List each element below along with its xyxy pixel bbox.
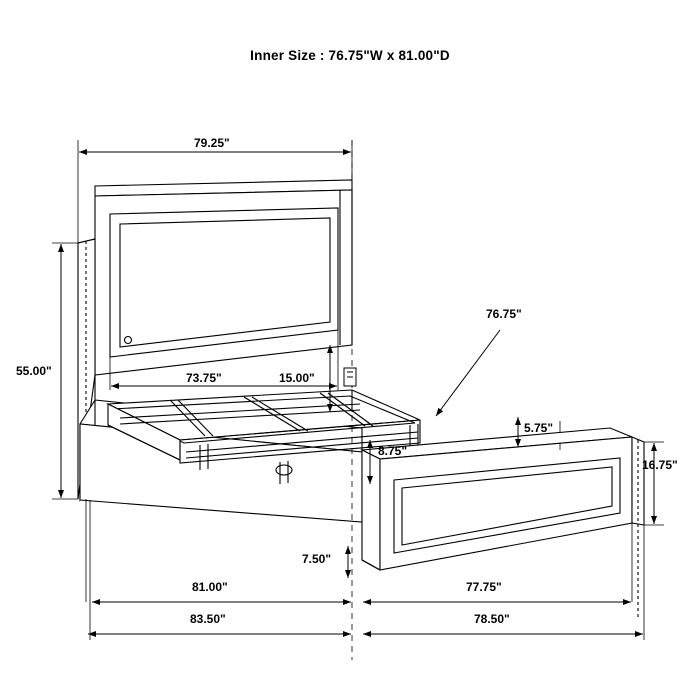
dim-label-length-rear: 77.75" xyxy=(466,580,502,594)
dim-label-overall-rear: 78.50" xyxy=(474,612,510,626)
dim-label-panel-width: 73.75" xyxy=(186,371,222,385)
dim-label-slat-height: 8.75" xyxy=(378,444,408,458)
hardware-detail xyxy=(344,368,356,386)
dim-label-rail-thickness: 5.75" xyxy=(524,421,554,435)
dim-label-footboard-height: 16.75" xyxy=(642,458,678,472)
dim-label-slat-callout: 76.75" xyxy=(486,307,522,321)
bed-outline xyxy=(78,180,644,620)
dim-label-footboard-bottom: 7.50" xyxy=(302,552,332,566)
page-title: Inner Size : 76.75"W x 81.00"D xyxy=(250,48,450,63)
leader-line-76 xyxy=(436,330,500,416)
dim-label-length-front: 81.00" xyxy=(192,580,228,594)
dim-label-headboard-drop: 15.00" xyxy=(279,371,315,385)
dim-label-overall-height: 55.00" xyxy=(16,364,52,378)
dim-label-top-width: 79.25" xyxy=(194,136,230,150)
dim-label-overall-front: 83.50" xyxy=(190,612,226,626)
